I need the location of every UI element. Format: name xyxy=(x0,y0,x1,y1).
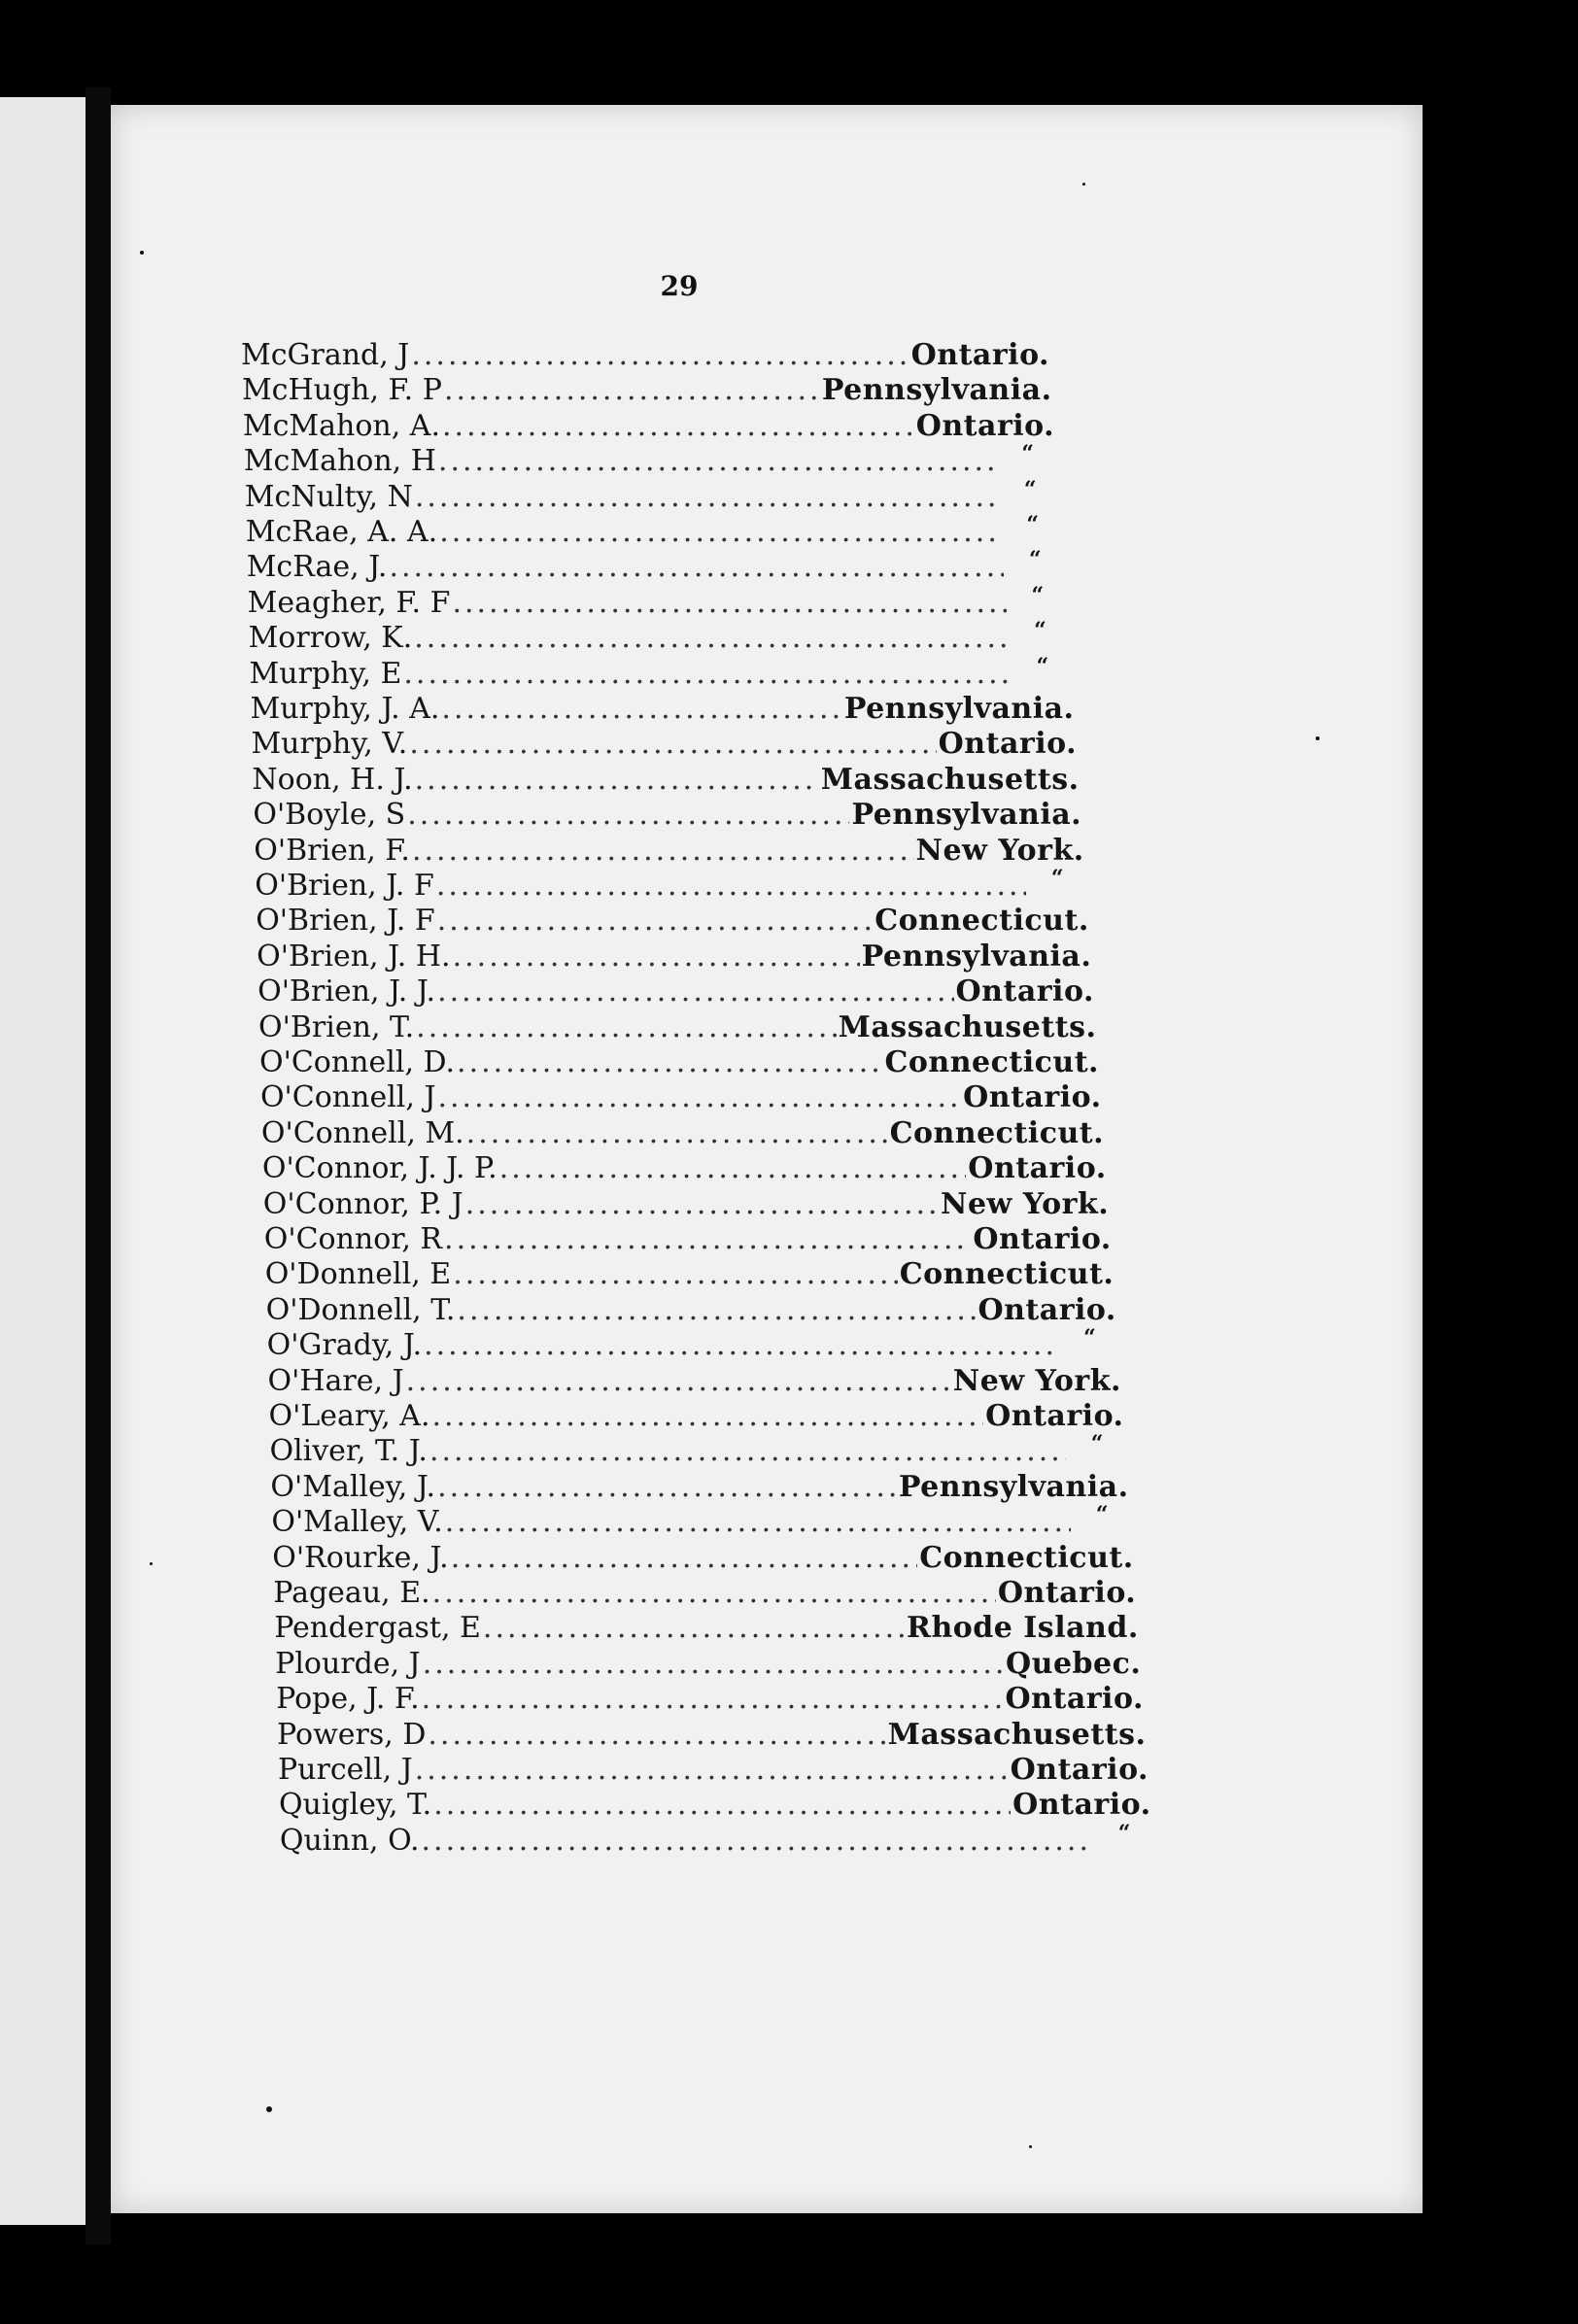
dot-leader xyxy=(444,1222,971,1256)
list-item xyxy=(255,866,1086,904)
entry-name: O'Brien, J. H. xyxy=(257,939,451,974)
entry-name: O'Connor, R xyxy=(263,1222,443,1256)
entry-place: Ontario. xyxy=(1010,1753,1149,1787)
entry-place: Pennsylvania. xyxy=(861,939,1092,974)
entry-name: Morrow, K. xyxy=(248,621,413,656)
list-item xyxy=(260,1080,1102,1115)
scan-speck xyxy=(266,2106,272,2112)
list-item xyxy=(251,727,1077,762)
entry-name: McMahon, H xyxy=(243,444,436,479)
list-item xyxy=(272,1541,1133,1576)
entry-name: O'Brien, F. xyxy=(254,833,410,868)
dot-leader xyxy=(389,550,1004,584)
entry-name: McMahon, A. xyxy=(242,408,440,443)
list-item xyxy=(261,1116,1104,1151)
entry-place: Ontario. xyxy=(955,974,1094,1009)
list-item xyxy=(278,1753,1149,1788)
entry-place: New York. xyxy=(915,833,1084,868)
dot-leader xyxy=(445,1505,1071,1539)
dot-leader xyxy=(403,657,1012,691)
entry-place: Massachusetts. xyxy=(820,762,1080,797)
entry-place: Pennsylvania. xyxy=(843,692,1075,726)
entry-name: Murphy, J. A. xyxy=(250,692,440,726)
dot-leader xyxy=(453,940,860,974)
list-item xyxy=(275,1647,1141,1682)
left-page-edge xyxy=(0,97,86,2225)
ditto-mark: “ xyxy=(1026,512,1040,537)
ditto-mark: “ xyxy=(1031,582,1045,608)
list-item xyxy=(241,338,1049,373)
dot-leader xyxy=(422,1824,1094,1858)
entry-name: O'Connell, M. xyxy=(260,1115,464,1150)
entry-place: Connecticut. xyxy=(919,1540,1134,1575)
entry-name: McRae, A. A. xyxy=(245,515,438,549)
dot-leader xyxy=(409,727,936,761)
entry-place: Ontario. xyxy=(968,1151,1107,1186)
dot-leader xyxy=(436,869,1026,903)
list-item xyxy=(245,512,1062,550)
list-item xyxy=(262,1151,1107,1186)
list-item xyxy=(243,409,1054,444)
list-item xyxy=(254,834,1083,869)
dot-leader xyxy=(428,1718,885,1752)
entry-place: Ontario. xyxy=(973,1222,1112,1256)
entry-name: O'Donnell, E xyxy=(264,1257,452,1292)
entry-name: O'Rourke, J. xyxy=(272,1540,449,1575)
list-item xyxy=(248,618,1070,656)
list-item xyxy=(269,1399,1124,1434)
entry-name: O'Connor, J. J. P. xyxy=(261,1151,497,1186)
dot-leader xyxy=(423,1647,1004,1681)
list-item xyxy=(249,653,1072,692)
ditto-mark: “ xyxy=(1023,476,1037,502)
dot-leader xyxy=(422,1682,1004,1716)
entry-name: O'Grady, J. xyxy=(266,1328,423,1363)
dot-leader xyxy=(416,1010,837,1044)
entry-name: O'Brien, J. F xyxy=(256,904,435,939)
list-item xyxy=(256,904,1089,939)
list-item xyxy=(274,1611,1139,1646)
entry-name: Quinn, O. xyxy=(279,1823,420,1858)
dot-leader xyxy=(429,1434,1066,1468)
list-item xyxy=(266,1293,1116,1328)
list-item xyxy=(242,373,1052,408)
entry-name: O'Brien, T. xyxy=(258,1009,415,1044)
dot-leader xyxy=(453,1257,898,1291)
list-item xyxy=(279,1820,1153,1859)
ditto-mark: “ xyxy=(1021,441,1034,467)
scan-speck xyxy=(140,251,144,255)
entry-name: O'Connell, J xyxy=(259,1080,436,1115)
ditto-mark: “ xyxy=(1083,1325,1096,1351)
list-item xyxy=(276,1682,1144,1717)
dot-leader xyxy=(406,1364,951,1398)
entry-place: Ontario. xyxy=(938,727,1078,762)
entry-name: O'Malley, V. xyxy=(271,1505,443,1540)
entry-place: New York. xyxy=(952,1363,1121,1398)
entry-place: Connecticut. xyxy=(899,1257,1115,1292)
entry-place: Ontario. xyxy=(978,1292,1116,1327)
entry-name: Oliver, T. J. xyxy=(269,1434,428,1469)
list-item xyxy=(257,940,1091,974)
list-item xyxy=(268,1364,1121,1399)
entry-name: O'Connell, D. xyxy=(259,1045,456,1079)
entry-place: Pennsylvania. xyxy=(898,1469,1129,1504)
entry-place: Ontario. xyxy=(910,338,1049,372)
list-item xyxy=(271,1502,1131,1540)
scan-speck xyxy=(1082,183,1085,186)
list-item xyxy=(270,1470,1128,1505)
dot-leader xyxy=(499,1151,967,1185)
entry-name: O'Malley, J. xyxy=(270,1469,436,1504)
entry-place: New York. xyxy=(941,1186,1110,1221)
book-gutter xyxy=(86,87,111,2244)
entry-name: Quigley, T. xyxy=(278,1788,432,1823)
dot-leader xyxy=(439,515,1002,549)
page-number: 29 xyxy=(660,270,699,302)
entry-name: McRae, J. xyxy=(246,550,388,585)
dot-leader xyxy=(441,692,841,726)
entry-name: Pendergast, E xyxy=(274,1611,481,1646)
scan-speck xyxy=(1029,2145,1032,2148)
dot-leader xyxy=(437,974,953,1008)
scan-speck xyxy=(150,1562,153,1565)
entry-place: Massachusetts. xyxy=(887,1717,1147,1752)
entry-place: Ontario. xyxy=(915,408,1055,443)
entry-place: Ontario. xyxy=(1012,1788,1151,1823)
entry-place: Ontario. xyxy=(1005,1682,1144,1717)
entry-name: Pageau, E. xyxy=(273,1576,430,1610)
entry-place: Rhode Island. xyxy=(907,1611,1139,1646)
entry-name: O'Leary, A. xyxy=(268,1399,430,1433)
entry-place: Pennsylvania. xyxy=(821,373,1052,408)
dot-leader xyxy=(407,798,849,832)
entry-name: O'Brien, J. F xyxy=(255,869,434,903)
list-item xyxy=(273,1576,1136,1611)
dot-leader xyxy=(437,1470,897,1504)
entry-place: Ontario. xyxy=(997,1576,1137,1610)
dot-leader xyxy=(437,904,874,938)
entry-place: Massachusetts. xyxy=(838,1009,1097,1044)
dot-leader xyxy=(415,480,999,514)
entry-name: Meagher, F. F xyxy=(247,585,451,620)
entry-name: O'Hare, J xyxy=(267,1363,404,1398)
dot-leader xyxy=(444,373,820,407)
list-item xyxy=(277,1718,1146,1753)
entry-name: Purcell, J xyxy=(278,1753,413,1787)
ditto-mark: “ xyxy=(1090,1431,1104,1457)
list-item xyxy=(253,798,1081,833)
ditto-mark: “ xyxy=(1036,653,1049,679)
dot-leader xyxy=(438,444,997,478)
entry-name: Murphy, E xyxy=(249,656,402,691)
entry-name: Murphy, V. xyxy=(251,727,408,762)
dot-leader xyxy=(414,621,1009,655)
entry-name: Pope, J. F. xyxy=(276,1682,420,1717)
list-item xyxy=(264,1222,1112,1257)
dot-leader xyxy=(457,1293,976,1327)
entry-place: Connecticut. xyxy=(889,1115,1105,1150)
dot-leader xyxy=(465,1187,939,1221)
list-item xyxy=(244,476,1059,515)
dot-leader xyxy=(415,763,819,797)
dot-leader xyxy=(432,1576,996,1610)
ditto-mark: “ xyxy=(1117,1820,1131,1846)
list-item xyxy=(279,1788,1151,1823)
list-item xyxy=(263,1187,1109,1222)
dot-leader xyxy=(452,586,1006,620)
list-item xyxy=(247,582,1067,621)
list-item xyxy=(251,692,1075,727)
dot-leader xyxy=(437,1080,961,1114)
entry-place: Pennsylvania. xyxy=(851,798,1082,833)
list-item xyxy=(266,1325,1119,1363)
entry-name: O'Brien, J. J. xyxy=(257,974,436,1009)
dot-leader xyxy=(451,1541,917,1575)
list-item xyxy=(259,1045,1099,1080)
ditto-mark: “ xyxy=(1034,618,1046,644)
dot-leader xyxy=(466,1116,888,1150)
page-sheet xyxy=(111,105,1423,2213)
dot-leader xyxy=(415,1753,1009,1787)
entry-name: Powers, D xyxy=(277,1717,427,1752)
entry-name: McGrand, J xyxy=(241,338,410,372)
ditto-mark: “ xyxy=(1028,547,1042,573)
entry-place: Connecticut. xyxy=(884,1045,1099,1079)
list-item xyxy=(257,974,1094,1009)
entry-place: Ontario. xyxy=(963,1080,1102,1115)
list-item xyxy=(246,547,1065,585)
entry-name: O'Donnell, T. xyxy=(265,1292,456,1327)
list-item xyxy=(269,1431,1126,1469)
entry-name: O'Boyle, S xyxy=(253,798,406,833)
dot-leader xyxy=(424,1328,1058,1362)
entry-name: McHugh, F. P xyxy=(241,373,442,408)
dot-leader xyxy=(483,1611,905,1645)
entry-name: Noon, H. J. xyxy=(252,762,413,797)
dot-leader xyxy=(412,834,914,868)
entry-name: O'Connor, P. J xyxy=(262,1186,463,1221)
list-item xyxy=(265,1257,1115,1292)
entry-name: Plourde, J xyxy=(275,1646,421,1681)
dot-leader xyxy=(433,1788,1011,1822)
list-item xyxy=(252,763,1079,798)
entry-place: Ontario. xyxy=(985,1399,1124,1433)
entry-place: Quebec. xyxy=(1006,1646,1142,1681)
entry-name: McNulty, N xyxy=(244,479,413,514)
scan-speck xyxy=(1316,736,1320,740)
ditto-mark: “ xyxy=(1050,866,1064,891)
dot-leader xyxy=(442,409,914,443)
dot-leader xyxy=(411,338,909,372)
ditto-mark: “ xyxy=(1095,1502,1109,1528)
dot-leader xyxy=(457,1045,882,1079)
list-item xyxy=(258,1010,1096,1045)
entry-place: Connecticut. xyxy=(875,904,1089,939)
dot-leader xyxy=(431,1399,983,1433)
list-item xyxy=(243,441,1057,479)
